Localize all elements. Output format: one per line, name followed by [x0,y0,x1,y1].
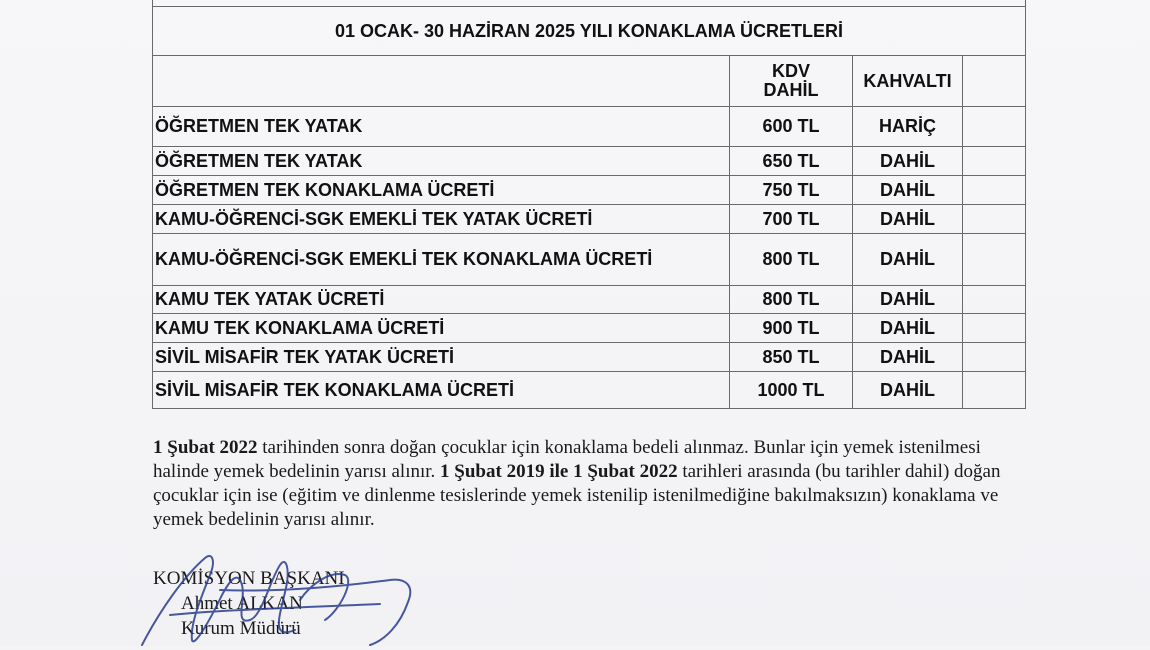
row-extra [963,234,1026,286]
row-extra [963,107,1026,147]
signature-block [153,566,345,641]
row-label: KAMU-ÖĞRENCİ-SGK EMEKLİ TEK YATAK ÜCRETİ [153,205,730,234]
row-label: ÖĞRETMEN TEK YATAK [153,147,730,176]
row-label: ÖĞRETMEN TEK KONAKLAMA ÜCRETİ [153,176,730,205]
row-price: 750 TL [730,176,853,205]
note-date-range: 1 Şubat 2019 ile 1 Şubat 2022 [440,461,678,482]
signatory-title: Kurum Müdürü [181,618,301,639]
row-breakfast: DAHİL [853,372,963,409]
row-breakfast: DAHİL [853,343,963,372]
table-row [153,147,1026,176]
row-breakfast: DAHİL [853,234,963,286]
header-price [730,56,853,107]
signatory-role: KOMİSYON BAŞKANI [153,568,345,589]
row-price: 800 TL [730,286,853,314]
row-extra [963,314,1026,343]
note-text-2: tarihleri arasında (bu tarihler dahil) doğan çocuklar için ise (eğitim ve dinlenme tesislerinde yemek istenilip istenilmediğine bakılmaksızın) konaklama ve yemek bedelinin yarısı alınır. [153,461,1001,530]
row-label [153,234,730,286]
row-price: 900 TL [730,314,853,343]
table-row [153,205,1026,234]
row-extra [963,372,1026,409]
table-row [153,286,1026,314]
row-price: 1000 TL [730,372,853,409]
row-price: 600 TL [730,107,853,147]
row-price: 800 TL [730,234,853,286]
table-header-row [153,56,1026,107]
row-label: SİVİL MİSAFİR TEK KONAKLAMA ÜCRETİ [153,372,730,409]
row-breakfast: DAHİL [853,205,963,234]
row-breakfast: DAHİL [853,176,963,205]
row-breakfast: DAHİL [853,147,963,176]
table-row [153,176,1026,205]
table-row [153,372,1026,409]
row-label: KAMU TEK YATAK ÜCRETİ [153,286,730,314]
header-price-label: KDV DAHİL [763,61,819,100]
table-row [153,107,1026,147]
row-breakfast: DAHİL [853,286,963,314]
row-label: SİVİL MİSAFİR TEK YATAK ÜCRETİ [153,343,730,372]
header-empty-cell [153,56,730,107]
row-price: 650 TL [730,147,853,176]
row-breakfast: HARİÇ [853,107,963,147]
table-title: 01 OCAK- 30 HAZİRAN 2025 YILI KONAKLAMA ÜCRETLERİ [153,7,1026,56]
row-label: ÖĞRETMEN TEK YATAK [153,107,730,147]
header-extra-cell [963,56,1026,107]
note-text-1: tarihinden sonra doğan çocuklar için konaklama bedeli alınmaz. Bunlar için yemek istenilmesi halinde yemek bedelinin yarısı alınır. [153,437,981,482]
row-label: KAMU TEK KONAKLAMA ÜCRETİ [153,314,730,343]
row-label-text: KAMU-ÖĞRENCİ-SGK EMEKLİ TEK KONAKLAMA ÜCRETİ [155,249,653,269]
row-breakfast: DAHİL [853,314,963,343]
table-row [153,234,1026,286]
rates-table [152,6,1026,409]
children-pricing-note [153,436,1013,532]
table-title-row [153,7,1026,56]
header-breakfast: KAHVALTI [853,56,963,107]
table-row [153,314,1026,343]
note-date: 1 Şubat 2022 [153,437,258,458]
signatory-name: Ahmet ALKAN [181,593,303,614]
row-extra [963,205,1026,234]
row-price: 700 TL [730,205,853,234]
row-extra [963,286,1026,314]
row-extra [963,343,1026,372]
row-price: 850 TL [730,343,853,372]
table-row [153,343,1026,372]
row-extra [963,147,1026,176]
row-extra [963,176,1026,205]
